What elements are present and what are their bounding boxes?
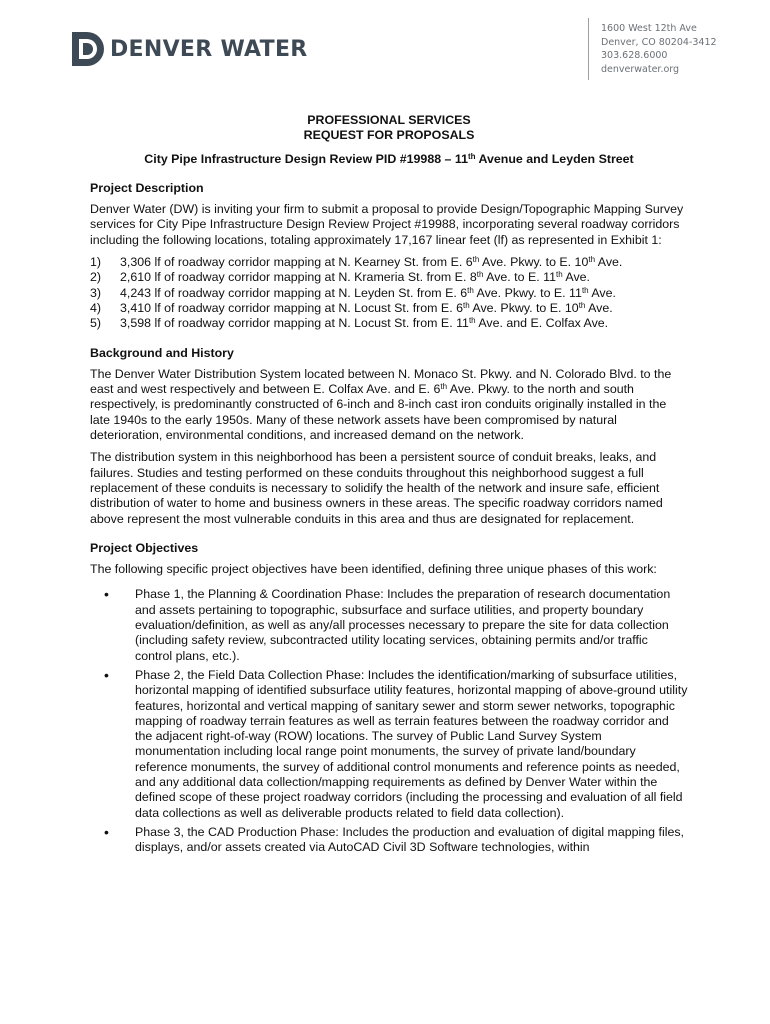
- list-item: 1) 3,306 lf of roadway corridor mapping at N. Kearney St. from E. 6th Ave. Pkwy. to E. 10th Ave.: [90, 255, 623, 270]
- objectives-heading: Project Objectives: [90, 540, 199, 555]
- doc-project-title: City Pipe Infrastructure Design Review PID #19988 – 11th Avenue and Leyden Street: [144, 151, 634, 166]
- list-item: 4) 3,410 lf of roadway corridor mapping at N. Locust St. from E. 6th Ave. Pkwy. to E. 10th Ave.: [90, 300, 613, 315]
- corridor-list: [90, 255, 688, 331]
- doc-title-line1: PROFESSIONAL SERVICES: [307, 113, 471, 127]
- address-street: 1600 West 12th Ave: [601, 23, 697, 34]
- address-city: Denver, CO 80204-3412: [601, 36, 717, 48]
- list-item: • Phase 2, the Field Data Collection Phase: Includes the identification/marking of subsurface utilities, horizontal mapping of identified subsurface utility features, horizontal mapping of above-ground utility features, horizontal and vertical mapping of sanitary sewer and storm sewer networks, topographic mapping of roadway terrain features as well as terrain features between the roadway corridor and the adjacent right-of-way (ROW) locations. The survey of Public Land Survey System monumentation including local range point monuments, the survey of private land/boundary reference monuments, the survey of additional control monuments and reference points as needed, and any additional data collection/mapping requirements as defined by Denver Water within the defined scope of these project roadway corridors (including the processing and evaluation of all field data collections as well as deliverable products related to field data collection).: [90, 668, 688, 821]
- background-paragraph-2: The distribution system in this neighborhood has been a persistent source of conduit breaks, leaks, and failures. Studies and testing performed on these conduits throughout this neighborhood suggest a full replacement of these conduits is necessary to solidify the health of the network and insure safe, efficient distribution of water to home and business owners in these areas. The specific roadway corridors named above represent the most vulnerable conduits in this area and thus are designated for replacement.: [90, 450, 663, 526]
- project-description-text: Denver Water (DW) is inviting your firm to submit a proposal to provide Design/Topographic Mapping Survey services for City Pipe Infrastructure Design Review Project #19988, incorporating several roadway corridors including the following locations, totaling approximately 17,167 linear feet (lf) as represented in Exhibit 1:: [90, 202, 684, 247]
- address-website: denverwater.org: [601, 63, 680, 75]
- project-description-heading: Project Description: [90, 180, 204, 195]
- bullet-icon: •: [104, 823, 109, 840]
- background-heading: Background and History: [90, 345, 234, 360]
- doc-title-line2: REQUEST FOR PROPOSALS: [303, 128, 475, 143]
- objectives-intro: The following specific project objectives have been identified, defining three unique phases of this work:: [90, 562, 657, 577]
- list-item: 5) 3,598 lf of roadway corridor mapping at N. Locust St. from E. 11th Ave. and E. Colfax Ave.: [90, 316, 609, 331]
- list-item: 2) 2,610 lf of roadway corridor mapping at N. Krameria St. from E. 8th Ave. to E. 11th Ave.: [90, 270, 590, 285]
- address-phone: 303.628.6000: [601, 50, 668, 61]
- header-divider: [588, 18, 589, 80]
- list-item: 3) 4,243 lf of roadway corridor mapping at N. Leyden St. from E. 6th Ave. Pkwy. to E. 11th Ave.: [90, 285, 616, 300]
- phases-list: [90, 587, 688, 855]
- list-item: • Phase 1, the Planning & Coordination Phase: Includes the preparation of research documentation and assets pertaining to topographic, subsurface and surface utilities, and property boundary evaluation/definition, as well as any/all processes necessary to prepare the site for data collection (including safety review, subcontracted utility locating services, obtaining permits and/or traffic control plans, etc.).: [90, 587, 688, 663]
- document-body: [90, 113, 688, 859]
- bullet-icon: •: [104, 586, 109, 603]
- list-item: • Phase 3, the CAD Production Phase: Includes the production and evaluation of digital mapping files, displays, and/or assets created via AutoCAD Civil 3D Software technologies, within: [90, 825, 688, 856]
- denver-water-logo: [70, 30, 308, 68]
- background-paragraph-1: The Denver Water Distribution System located between N. Monaco St. Pkwy. and N. Colorado Blvd. to the east and west respectively and between E. Colfax Ave. and E. 6th Ave. Pkwy. to the north and south respectively, is predominantly constructed of 6-inch and 8-inch cast iron conduits originally installed in the late 1940s to the early 1950s. Many of these network assets have been compromised by natural deterioration, environmental conditions, and increased demand on the network.: [90, 366, 672, 443]
- logo-text: DENVER WATER: [110, 36, 308, 62]
- address-block: [601, 22, 717, 76]
- denver-water-logo-icon: [70, 30, 106, 68]
- bullet-icon: •: [104, 666, 109, 683]
